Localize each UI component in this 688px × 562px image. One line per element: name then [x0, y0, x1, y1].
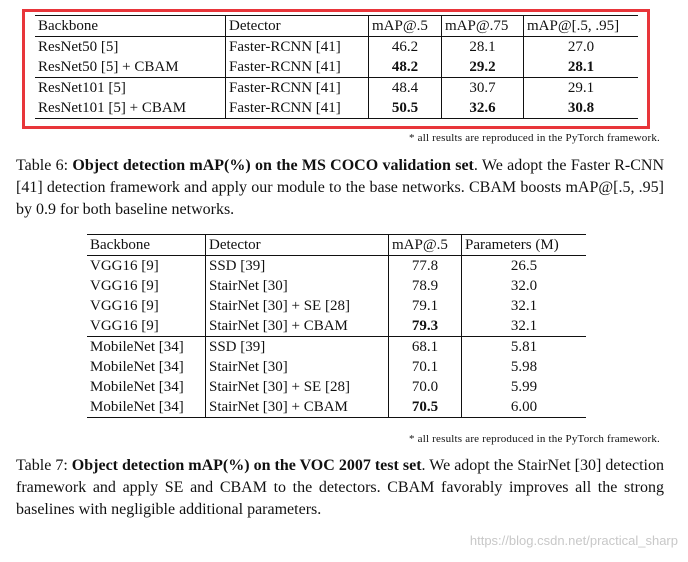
cell-backbone: ResNet101 [5]: [35, 78, 226, 99]
cell-parameters: 5.99: [510, 379, 538, 395]
cell-map50: 77.8: [389, 256, 462, 277]
cell-map50: 50.5: [369, 98, 442, 119]
cell-backbone: MobileNet [34]: [87, 357, 206, 377]
cell-parameters: 26.5: [510, 258, 538, 274]
cell-map75: 29.2: [442, 57, 524, 78]
cell-parameters: 32.1: [510, 318, 538, 334]
caption-body: . We adopt the StairNet [30] detection framework and apply SE and CBAM to the detectors. CBAM favorably improves all the strong baselines with negligible additional parameters.: [16, 457, 664, 518]
caption-label: Table 6:: [16, 157, 73, 174]
cell-map50: 79.3: [389, 316, 462, 337]
cell-detector: StairNet [30] + CBAM: [206, 397, 389, 418]
cell-map50: 70.5: [389, 397, 462, 418]
cell-map50: 46.2: [369, 37, 442, 58]
cell-map75: 30.7: [442, 78, 524, 99]
cell-backbone: ResNet50 [5]: [35, 37, 226, 58]
cell-backbone: MobileNet [34]: [87, 397, 206, 418]
table-header-row: [35, 16, 638, 37]
cell-backbone: ResNet101 [5] + CBAM: [35, 98, 226, 119]
watermark: https://blog.csdn.net/practical_sharp: [469, 533, 678, 548]
header-backbone: Backbone: [35, 16, 226, 37]
header-map50: mAP@.5: [389, 235, 462, 256]
table-row: [35, 37, 638, 58]
cell-map50-95: 28.1: [567, 59, 595, 75]
cell-detector: Faster-RCNN [41]: [226, 57, 369, 78]
cell-map50: 78.9: [389, 276, 462, 296]
header-parameters: Parameters (M): [462, 235, 587, 256]
caption-label: Table 7:: [16, 457, 72, 474]
table-7: [87, 234, 586, 418]
cell-backbone: ResNet50 [5] + CBAM: [35, 57, 226, 78]
cell-map75: 32.6: [442, 98, 524, 119]
cell-map50-95: 30.8: [524, 98, 639, 119]
header-map50-95: mAP@[.5, .95]: [524, 16, 639, 37]
table-row: [35, 98, 638, 119]
cell-map50: 70.1: [389, 357, 462, 377]
table-row: [35, 78, 638, 99]
cell-parameters: 6.00: [462, 397, 587, 418]
header-map75: mAP@.75: [442, 16, 524, 37]
cell-detector: SSD [39]: [206, 337, 389, 358]
table-row: [87, 316, 586, 337]
header-detector: Detector: [206, 235, 389, 256]
cell-map50: 70.0: [389, 377, 462, 397]
cell-map50-95: 27.0: [567, 39, 595, 55]
table-row: [87, 256, 586, 277]
cell-detector: StairNet [30] + SE [28]: [206, 377, 389, 397]
cell-map50-95: 29.1: [524, 78, 639, 99]
cell-map50: 48.4: [369, 78, 442, 99]
cell-detector: Faster-RCNN [41]: [226, 37, 369, 58]
table-row: [87, 276, 586, 296]
cell-backbone: VGG16 [9]: [87, 256, 206, 277]
cell-map50: 79.1: [389, 296, 462, 316]
table-6-footnote: * all results are reproduced in the PyTorch framework.: [408, 132, 660, 144]
table-6: [35, 15, 638, 119]
table-row: [87, 397, 586, 418]
cell-parameters: 32.1: [510, 298, 538, 314]
cell-map75: 28.1: [442, 37, 524, 58]
table-7-caption: [16, 455, 664, 521]
caption-title: Object detection mAP(%) on the VOC 2007 test set: [71, 457, 422, 474]
cell-backbone: MobileNet [34]: [87, 377, 206, 397]
header-map50: mAP@.5: [369, 16, 442, 37]
cell-detector: StairNet [30]: [206, 276, 389, 296]
table-6-caption: [16, 155, 664, 221]
header-detector: Detector: [226, 16, 369, 37]
cell-parameters: 32.0: [510, 278, 538, 294]
header-backbone: Backbone: [87, 235, 206, 256]
cell-map50: 68.1: [389, 337, 462, 358]
cell-parameters: 5.81: [462, 337, 587, 358]
table-7-footnote: * all results are reproduced in the PyTorch framework.: [408, 433, 660, 445]
caption-title: Object detection mAP(%) on the MS COCO validation set: [72, 157, 474, 174]
caption-body: . We adopt the Faster R-CNN [41] detection framework and apply our module to the base networks. CBAM boosts mAP@[.5, .95] by 0.9 for both baseline networks.: [16, 157, 665, 218]
cell-detector: StairNet [30] + CBAM: [206, 316, 389, 337]
table-row: [35, 57, 638, 78]
table-row: [87, 377, 586, 397]
cell-backbone: VGG16 [9]: [87, 316, 206, 337]
table-row: [87, 337, 586, 358]
cell-backbone: VGG16 [9]: [87, 296, 206, 316]
cell-detector: StairNet [30] + SE [28]: [206, 296, 389, 316]
cell-detector: SSD [39]: [206, 256, 389, 277]
cell-map50: 48.2: [369, 57, 442, 78]
table-header-row: [87, 235, 586, 256]
cell-detector: Faster-RCNN [41]: [226, 98, 369, 119]
table-row: [87, 296, 586, 316]
cell-parameters: 5.98: [510, 359, 538, 375]
cell-backbone: VGG16 [9]: [87, 276, 206, 296]
table-row: [87, 357, 586, 377]
cell-detector: Faster-RCNN [41]: [226, 78, 369, 99]
cell-detector: StairNet [30]: [206, 357, 389, 377]
cell-backbone: MobileNet [34]: [87, 337, 206, 358]
